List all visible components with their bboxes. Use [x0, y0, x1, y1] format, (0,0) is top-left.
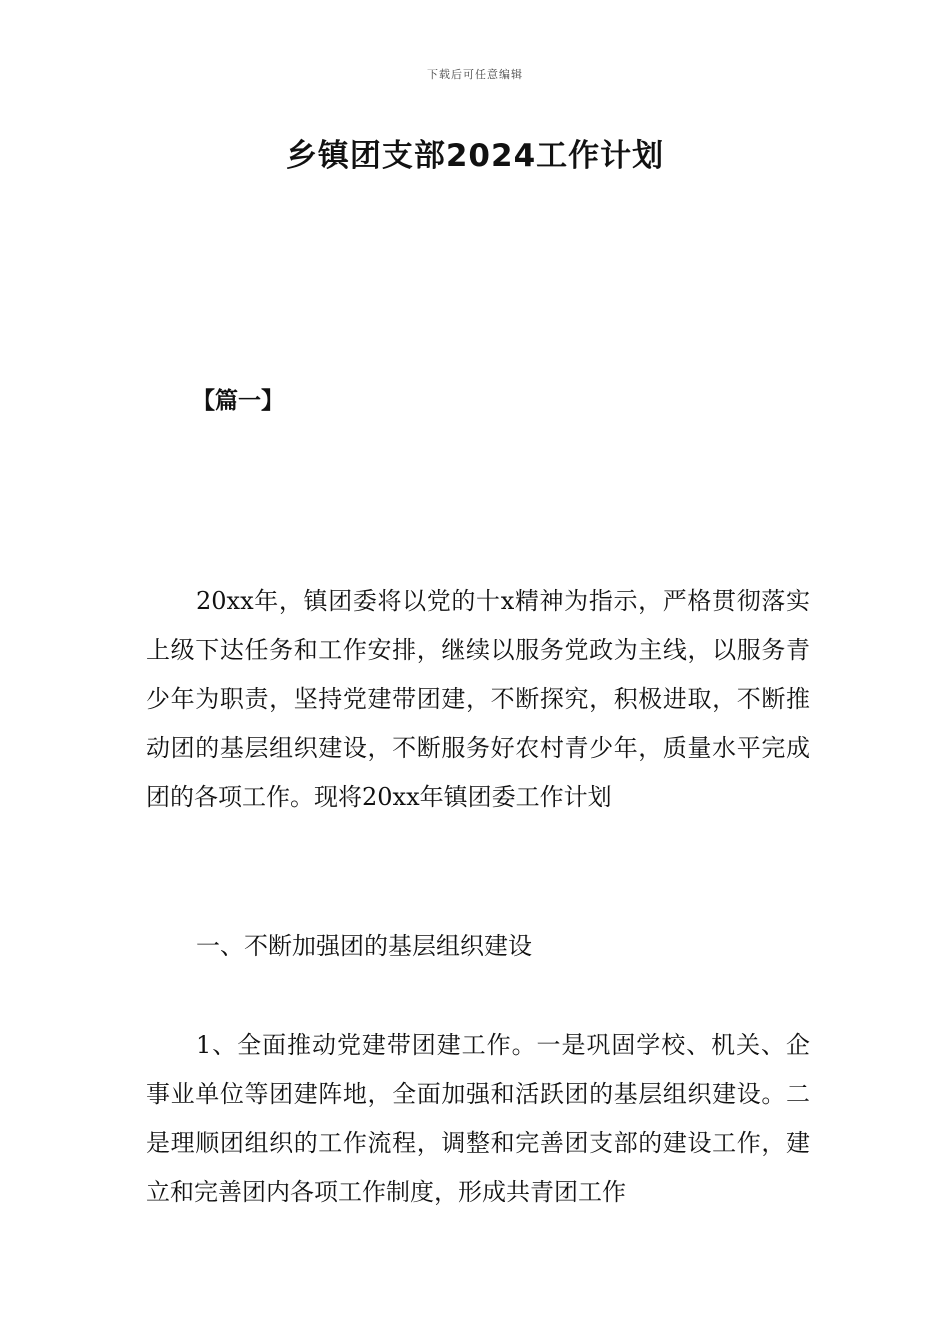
header-note: 下载后可任意编辑	[427, 68, 523, 81]
intro-paragraph: 20xx年，镇团委将以党的十x精神为指示，严格贯彻落实上级下达任务和工作安排，继续以服务党政为主线，以服务青少年为职责，坚持党建带团建，不断探究，积极进取，不断推动团的基层组织建设，不断服务好农村青少年，质量水平完成团的各项工作。现将20xx年镇团委工作计划	[146, 587, 810, 811]
section-heading-1: 一、不断加强团的基层组织建设	[196, 932, 532, 960]
paragraph-1: 1、全面推动党建带团建工作。一是巩固学校、机关、企事业单位等团建阵地，全面加强和活跃团的基层组织建设。二是理顺团组织的工作流程，调整和完善团支部的建设工作，建立和完善团内各项工作制度，形成共青团工作	[146, 1031, 810, 1206]
document-title: 乡镇团支部2024工作计划	[285, 138, 665, 174]
section-tag: 【篇一】	[192, 388, 284, 414]
